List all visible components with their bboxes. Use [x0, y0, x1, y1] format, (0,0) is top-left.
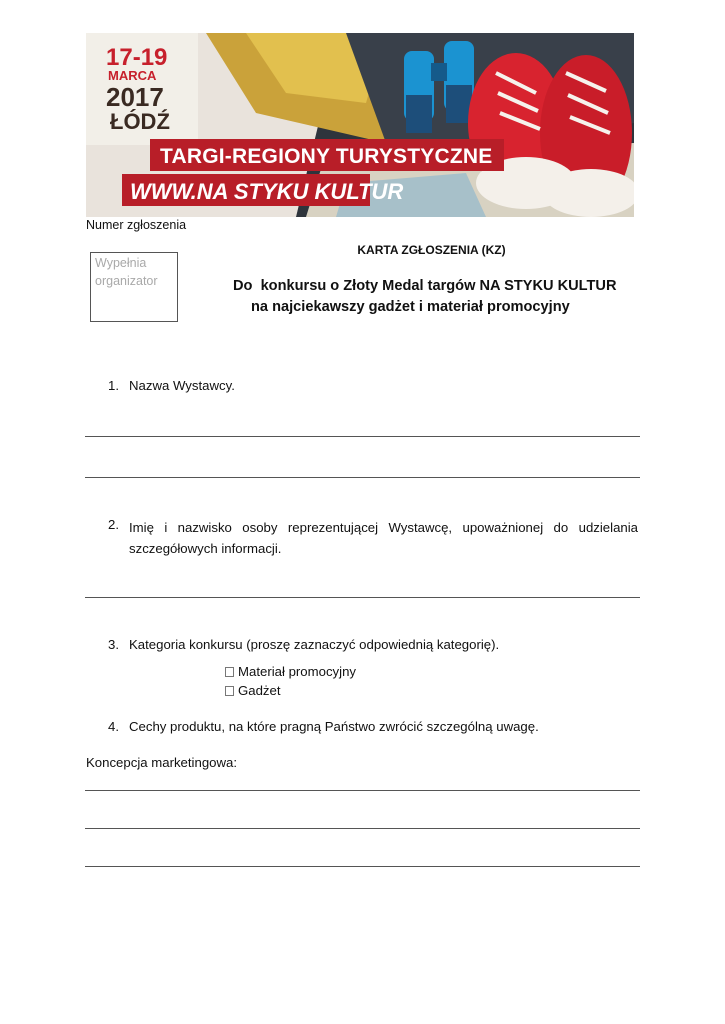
question-1-text: Nazwa Wystawcy. — [129, 378, 235, 393]
question-2-text: Imię i nazwisko osoby reprezentującej Wystawcę, upoważnionej do udzielania szczegółowych informacji. — [129, 520, 638, 556]
banner-month: MARCA — [108, 68, 157, 83]
contest-title-line2: na najciekawszy gadżet i materiał promocyjny — [251, 299, 570, 315]
event-banner — [86, 33, 634, 217]
answer-line[interactable] — [85, 597, 640, 598]
banner-city: ŁÓDŹ — [110, 109, 170, 134]
banner-title: TARGI-REGIONY TURYSTYCZNE — [160, 145, 493, 168]
checkbox-icon[interactable] — [225, 667, 234, 677]
answer-line[interactable] — [85, 866, 640, 867]
contest-title-line1: Do konkursu o Złoty Medal targów NA STYKU KULTUR — [233, 278, 617, 294]
category-option-promo[interactable] — [225, 664, 356, 679]
category-option-gadget[interactable] — [225, 683, 281, 698]
question-4-number: 4. — [108, 719, 119, 734]
answer-line[interactable] — [85, 790, 640, 791]
category-label: Gadżet — [238, 683, 281, 698]
marketing-label: Koncepcja marketingowa: — [86, 755, 238, 770]
answer-line[interactable] — [85, 828, 640, 829]
question-2-number: 2. — [108, 517, 119, 532]
banner-dates: 17-19 — [106, 44, 168, 71]
category-label: Materiał promocyjny — [238, 664, 356, 679]
submission-number-label: Numer zgłoszenia — [86, 218, 187, 232]
banner-graphic — [86, 33, 634, 217]
question-3-number: 3. — [108, 637, 119, 652]
question-1-number: 1. — [108, 378, 119, 393]
banner-year: 2017 — [106, 82, 164, 112]
organizer-note: Wypełnia organizator — [95, 256, 158, 288]
answer-line[interactable] — [85, 436, 640, 437]
form-title: KARTA ZGŁOSZENIA (KZ) — [357, 243, 506, 257]
checkbox-icon[interactable] — [225, 686, 234, 696]
question-4-text: Cechy produktu, na które pragną Państwo zwrócić szczególną uwagę. — [129, 719, 539, 734]
banner-website: WWW.NA STYKU KULTUR — [130, 179, 404, 204]
answer-line[interactable] — [85, 477, 640, 478]
question-3-text: Kategoria konkursu (proszę zaznaczyć odpowiednią kategorię). — [129, 637, 500, 652]
